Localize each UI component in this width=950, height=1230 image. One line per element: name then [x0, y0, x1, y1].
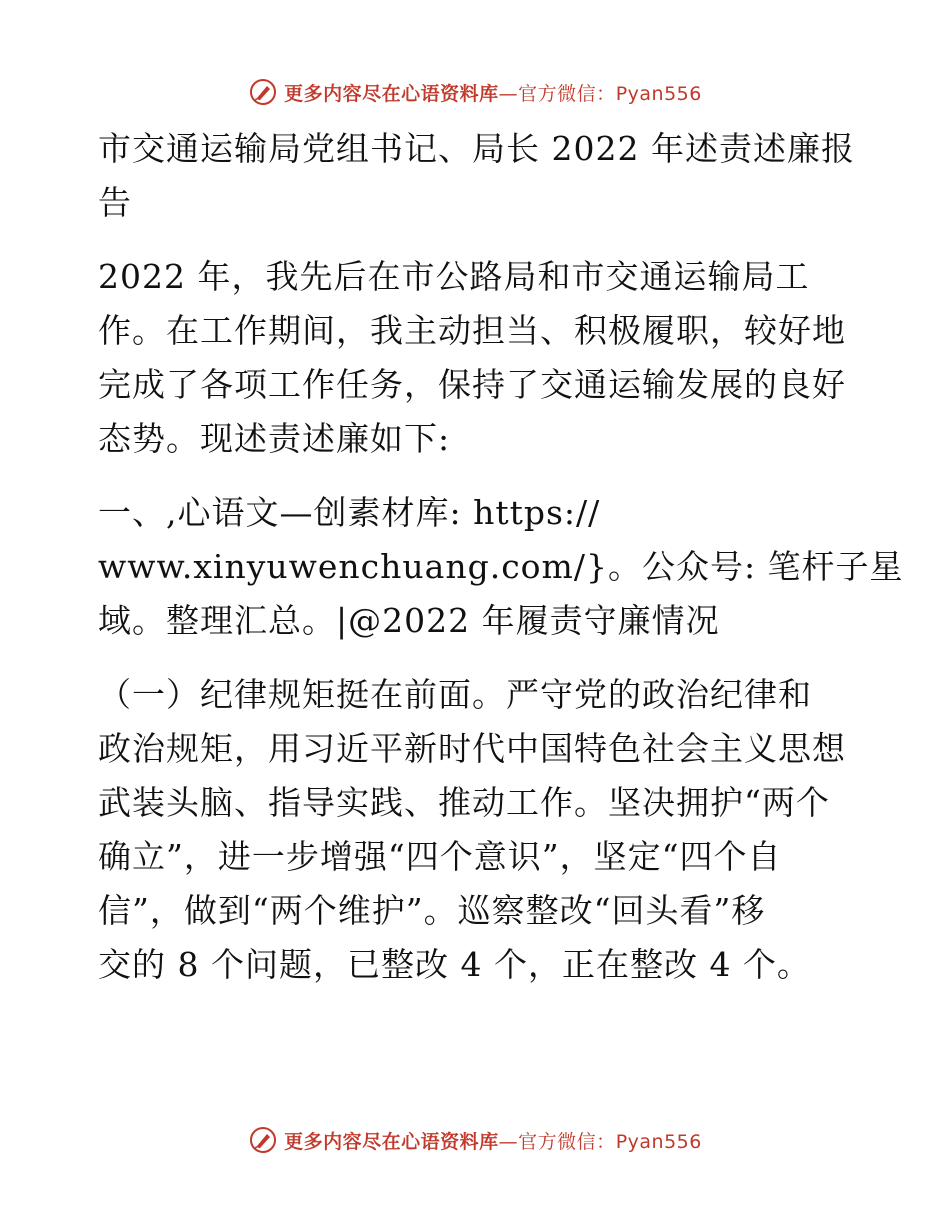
paragraph-line: 域。整理汇总。|@2022 年履责守廉情况	[98, 601, 720, 640]
paragraph-line: 信”，做到“两个维护”。巡察整改“回头看”移	[98, 891, 766, 930]
paragraph-line: 政治规矩，用习近平新时代中国特色社会主义思想	[98, 729, 846, 768]
paragraph-discipline	[98, 668, 858, 992]
footer-watermark-banner	[0, 1120, 950, 1160]
header-watermark-banner	[0, 72, 950, 112]
banner-brand: 更多内容尽在心语资料库	[284, 82, 499, 105]
paragraph-line: 武装头脑、指导实践、推动工作。坚决拥护“两个	[98, 783, 830, 822]
banner-brand: 更多内容尽在心语资料库	[284, 1130, 499, 1153]
paragraph-line: 作。在工作期间，我主动担当、积极履职，较好地	[98, 311, 846, 350]
paragraph-line: www.xinyuwenchuang.com/}。公众号: 笔杆子星	[98, 547, 904, 586]
document-body	[98, 122, 904, 992]
banner-wechat-label: 官方微信：	[518, 1130, 616, 1153]
title-line: 市交通运输局党组书记、局长 2022 年述责述廉报	[98, 129, 855, 168]
banner-wechat-id: Pyan556	[615, 82, 702, 105]
header-watermark-text	[284, 79, 702, 106]
title-line: 告	[98, 183, 132, 222]
document-title	[98, 122, 858, 230]
paragraph-line: 交的 8 个问题，已整改 4 个，正在整改 4 个。	[98, 945, 811, 984]
section-heading-one	[98, 486, 904, 648]
paragraph-line: 2022 年，我先后在市公路局和市交通运输局工	[98, 257, 810, 296]
paragraph-line: 态势。现述责述廉如下:	[98, 419, 451, 458]
pen-circle-logo-icon	[248, 1125, 278, 1155]
pen-circle-logo-icon	[248, 77, 278, 107]
banner-dash: —	[498, 82, 519, 105]
banner-wechat-id: Pyan556	[615, 1130, 702, 1153]
banner-wechat-label: 官方微信：	[518, 82, 616, 105]
paragraph-line: （一）纪律规矩挺在前面。严守党的政治纪律和	[98, 675, 812, 714]
footer-watermark-text	[284, 1127, 702, 1154]
paragraph-intro	[98, 250, 858, 466]
paragraph-line: 完成了各项工作任务，保持了交通运输发展的良好	[98, 365, 846, 404]
paragraph-line: 一、,心语文—创素材库: https://	[98, 493, 601, 532]
paragraph-line: 确立”，进一步增强“四个意识”，坚定“四个自	[98, 837, 782, 876]
banner-dash: —	[498, 1130, 519, 1153]
